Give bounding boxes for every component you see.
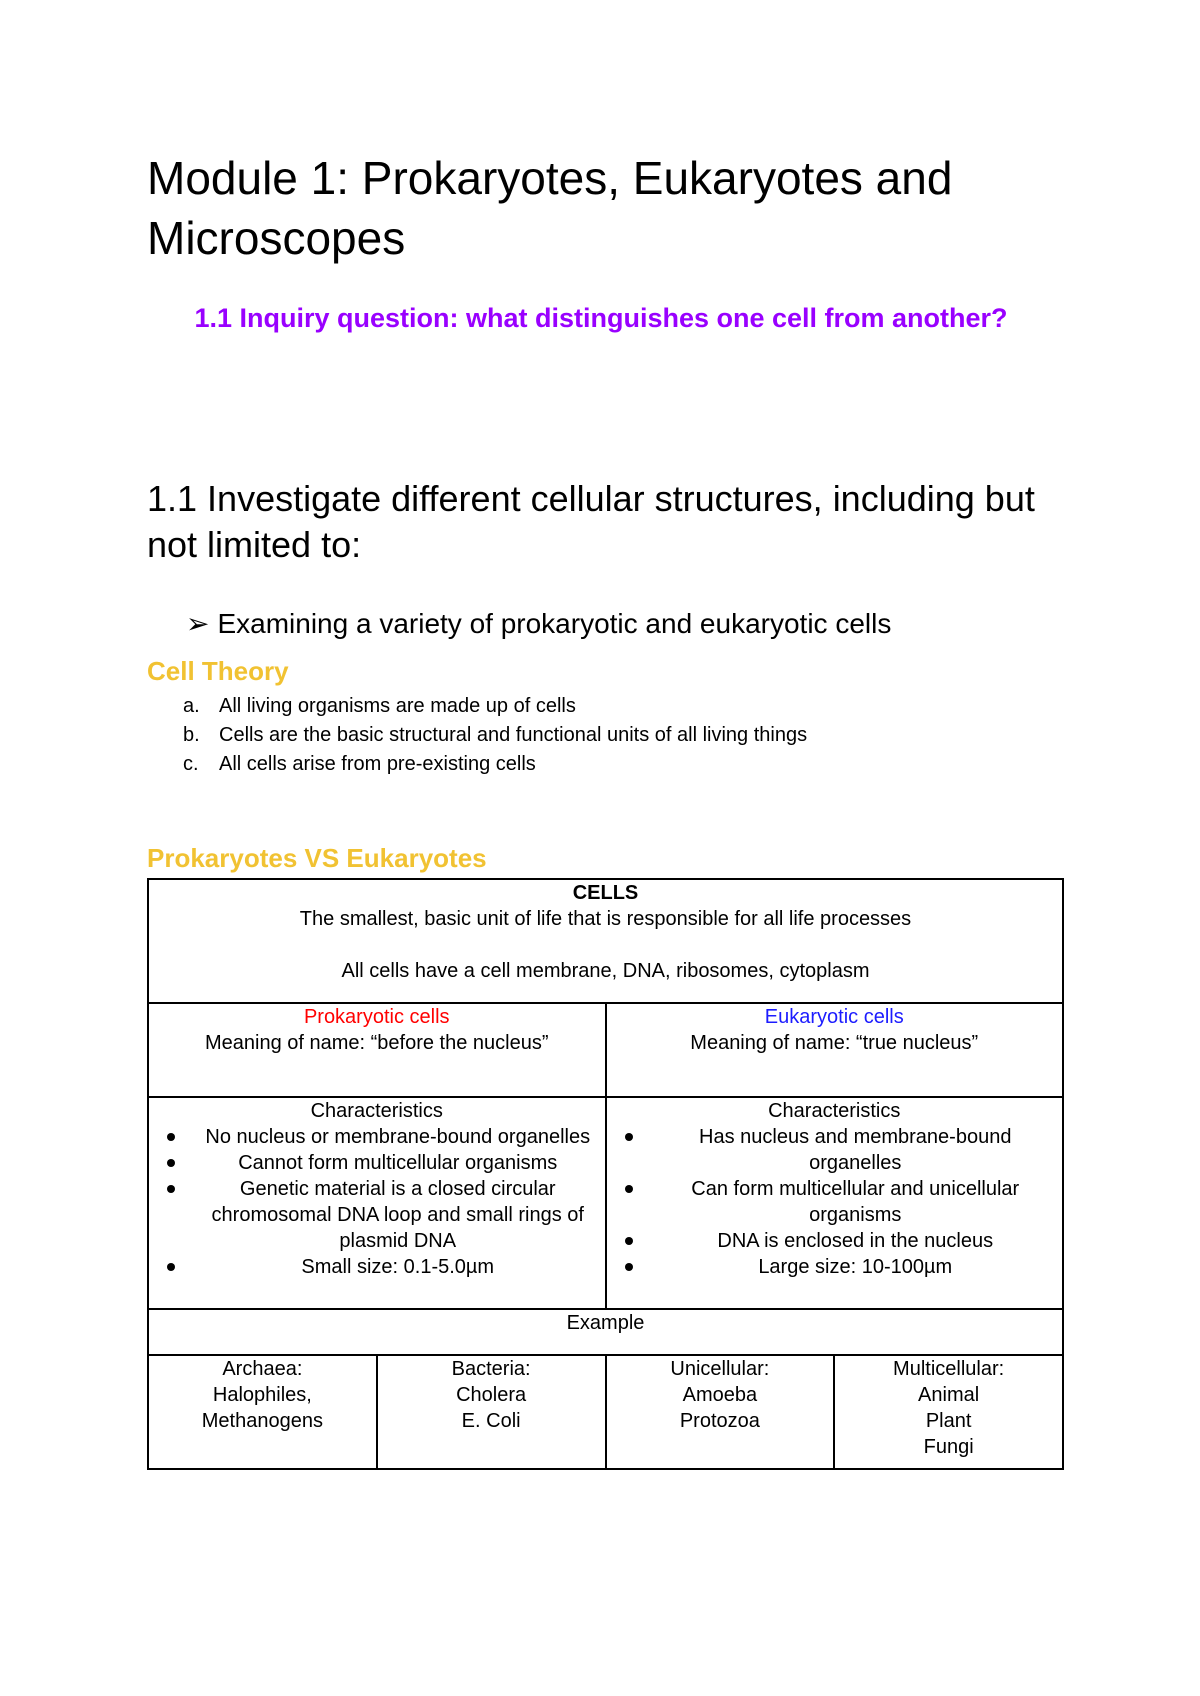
eukaryotic-header-cell: [606, 1003, 1064, 1097]
example-item: Plant: [925, 1410, 972, 1432]
list-item: Genetic material is a closed circular chromosomal DNA loop and small rings of plasmid DNA: [199, 1176, 597, 1254]
eukaryotic-characteristics-cell: [606, 1097, 1064, 1309]
example-item: Halophiles,: [212, 1384, 312, 1406]
example-group-label: Multicellular:: [893, 1358, 1005, 1380]
eukaryotic-name: Eukaryotic cells: [764, 1006, 904, 1028]
inquiry-question: 1.1 Inquiry question: what distinguishes one cell from another?: [194, 303, 1008, 333]
example-cell-unicellular: [606, 1355, 835, 1469]
list-item: Cannot form multicellular organisms: [199, 1150, 597, 1176]
list-item: Can form multicellular and unicellular organisms: [657, 1176, 1055, 1228]
list-item-text: All cells arise from pre-existing cells: [219, 753, 536, 775]
prokaryotic-characteristics-cell: [148, 1097, 606, 1309]
example-item: E. Coli: [461, 1410, 521, 1432]
section-heading: 1.1 Investigate different cellular structures, including but not limited to:: [147, 478, 1035, 565]
comparison-table: [147, 878, 1064, 1470]
prokaryotic-characteristics-list: [157, 1124, 597, 1280]
example-group-label: Unicellular:: [670, 1358, 770, 1380]
example-item: Protozoa: [679, 1410, 760, 1432]
table-row: [148, 1355, 1063, 1469]
example-item: Methanogens: [201, 1410, 323, 1432]
bullet-point-text: Examining a variety of prokaryotic and eukaryotic cells: [217, 608, 892, 639]
list-item: Large size: 10-100µm: [657, 1254, 1055, 1280]
example-group-label: Bacteria:: [451, 1358, 531, 1380]
cell-theory-heading: Cell Theory: [147, 656, 289, 686]
comparison-heading: Prokaryotes VS Eukaryotes: [147, 843, 487, 873]
list-item: [147, 750, 1047, 779]
list-item: [147, 721, 1047, 750]
list-item: No nucleus or membrane-bound organelles: [199, 1124, 597, 1150]
list-item-text: Cells are the basic structural and functional units of all living things: [219, 724, 808, 746]
page-title: Module 1: Prokaryotes, Eukaryotes and Microscopes: [147, 152, 953, 264]
list-item: Small size: 0.1-5.0µm: [199, 1254, 597, 1280]
arrow-bullet-icon: ➢: [186, 608, 210, 639]
example-item: Animal: [918, 1384, 980, 1406]
example-cell-multicellular: [834, 1355, 1063, 1469]
eukaryotic-meaning: Meaning of name: “true nucleus”: [690, 1032, 979, 1054]
table-row: [148, 879, 1063, 1003]
table-row: [148, 1097, 1063, 1309]
example-item: Fungi: [923, 1436, 974, 1458]
list-item-text: All living organisms are made up of cells: [219, 695, 576, 717]
cells-definition: The smallest, basic unit of life that is responsible for all life processes: [299, 908, 912, 930]
example-item: Amoeba: [682, 1384, 758, 1406]
example-cell-archaea: [148, 1355, 377, 1469]
list-marker: a.: [183, 695, 200, 717]
cells-definition-cell: [148, 879, 1063, 1003]
list-item: Has nucleus and membrane-bound organelles: [657, 1124, 1055, 1176]
example-label: Example: [566, 1312, 645, 1334]
list-item: [147, 692, 1047, 721]
cell-theory-list: [147, 692, 1047, 779]
list-marker: b.: [183, 724, 200, 746]
characteristics-title: Characteristics: [310, 1100, 443, 1122]
list-item: DNA is enclosed in the nucleus: [657, 1228, 1055, 1254]
cells-title: CELLS: [572, 882, 639, 904]
cells-common-components: All cells have a cell membrane, DNA, ribosomes, cytoplasm: [341, 960, 870, 982]
prokaryotic-header-cell: [148, 1003, 606, 1097]
prokaryotic-meaning: Meaning of name: “before the nucleus”: [204, 1032, 549, 1054]
example-label-cell: [148, 1309, 1063, 1355]
example-group-label: Archaea:: [222, 1358, 303, 1380]
bullet-point: [186, 606, 1086, 642]
example-cell-bacteria: [377, 1355, 606, 1469]
prokaryotic-name: Prokaryotic cells: [303, 1006, 450, 1028]
list-marker: c.: [183, 753, 199, 775]
table-row: [148, 1003, 1063, 1097]
characteristics-title: Characteristics: [768, 1100, 901, 1122]
table-row: [148, 1309, 1063, 1355]
eukaryotic-characteristics-list: [615, 1124, 1055, 1280]
example-item: Cholera: [456, 1384, 527, 1406]
